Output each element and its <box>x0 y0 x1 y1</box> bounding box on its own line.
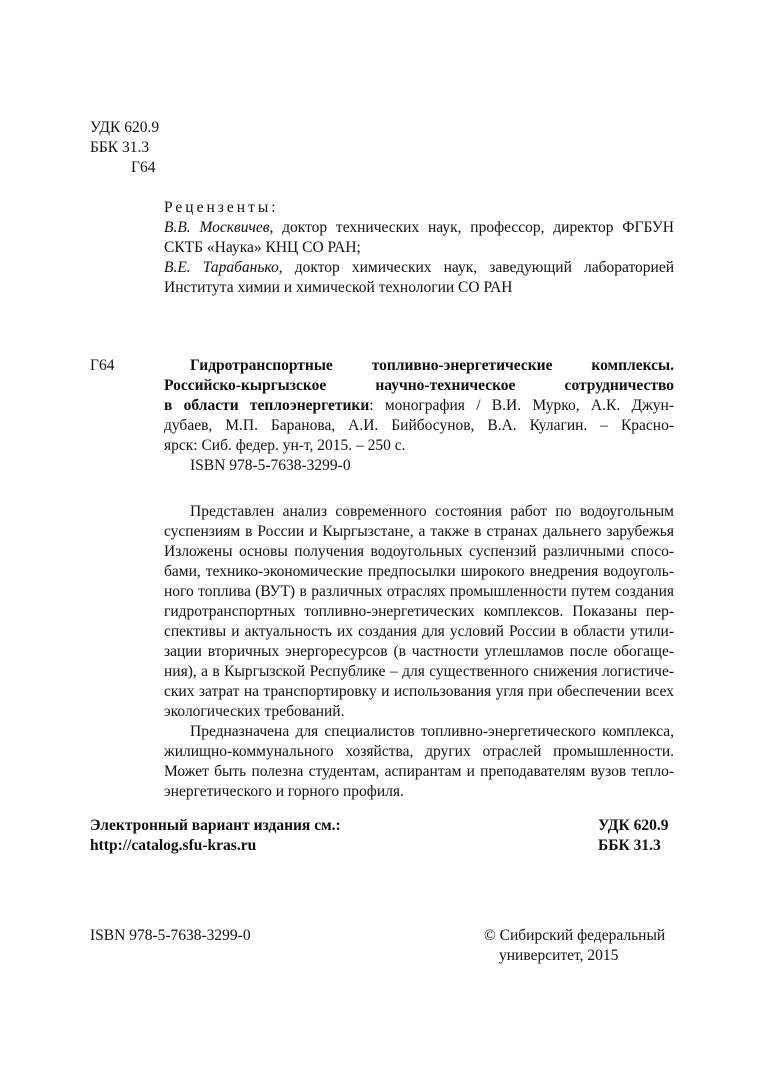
reviewer-1-name: В.В. Москвичев <box>164 219 270 236</box>
abstract-p2-line: энергетического и горного профиля. <box>164 783 404 800</box>
udk-code: УДК 620.9 <box>90 119 160 136</box>
reviewer-2-name: В.Е. Тарабанько <box>164 259 279 276</box>
reviewer-1-affiliation: СКТБ «Наука» КНЦ СО РАН; <box>164 239 361 256</box>
copyright-line-1: © Сибирский федеральный <box>484 927 666 944</box>
abstract-p2-line: Предназначена для специалистов топливно-энергетического комплекса, <box>190 723 674 740</box>
abstract-p1-line: Изложены основы получения водоугольных суспензий различными спосо- <box>164 543 674 560</box>
catalog-imprint-line: ярск: Сиб. федер. ун-т, 2015. – 250 с. <box>164 437 406 454</box>
abstract-p1-line: Представлен анализ современного состояния работ по водоугольным <box>190 503 674 520</box>
reviewer-2-affiliation: Института химии и химической технологии СО РАН <box>164 279 513 296</box>
catalog-authors-line: дубаев, М.П. Баранова, А.И. Бийбосунов, В.А. Кулагин. – Красно- <box>164 417 674 434</box>
book-title-line-3 <box>164 396 674 416</box>
abstract-p1-line: ного топлива (ВУТ) в различных отраслях промышленности путем создания <box>164 583 674 600</box>
electronic-version-label: Электронный вариант издания см.: <box>90 817 341 834</box>
catalog-code: Г64 <box>90 357 115 374</box>
book-title-authors: : монография / В.И. Мурко, А.К. Джун- <box>369 397 674 414</box>
abstract-p1-line: гидротранспортных топливно-энергетических комплексов. Показаны пер- <box>164 603 674 620</box>
bbk-code: ББК 31.3 <box>90 139 150 156</box>
catalog-url-link[interactable]: http://catalog.sfu-kras.ru <box>90 837 257 854</box>
author-sign-code: Г64 <box>131 159 156 176</box>
book-title-line-1: Гидротранспортные топливно-энергетические комплексы. <box>190 357 674 374</box>
abstract-p1-line: ских затрат на транспортировку и использования угля при обеспечении всех <box>164 683 674 700</box>
abstract-p1-line: спективы и актуальность их создания для условий России в области утили- <box>164 623 674 640</box>
abstract-p2-line: Может быть полезна студентам, аспирантам и преподавателям вузов тепло- <box>164 763 674 780</box>
footer-isbn: ISBN 978-5-7638-3299-0 <box>90 927 251 944</box>
reviewer-2-text: , доктор химических наук, заведующий лабораторией <box>278 259 674 276</box>
book-title-bold-end: в области теплоэнергетики <box>164 397 370 414</box>
copyright-line-2: университет, 2015 <box>499 947 619 964</box>
abstract-p1-line: бами, технико-экономические предпосылки широкого внедрения водоуголь- <box>164 563 674 580</box>
abstract-p1-line: зации вторичных энергоресурсов (в частности углешламов после обогаще- <box>164 643 674 660</box>
reviewers-title: Рецензенты: <box>164 199 279 216</box>
abstract-p1-line: экологических требований. <box>164 703 345 720</box>
electronic-bbk: ББК 31.3 <box>598 837 661 854</box>
reviewer-1 <box>164 218 674 238</box>
reviewer-1-text: , доктор технических наук, профессор, директор ФГБУН <box>269 219 674 236</box>
electronic-udk: УДК 620.9 <box>598 817 669 834</box>
catalog-isbn: ISBN 978-5-7638-3299-0 <box>190 457 351 474</box>
abstract-p1-line: суспензиям в России и Кыргызстане, а также в странах дальнего зарубежья <box>164 523 674 540</box>
book-title-line-2: Российско-кыргызское научно-техническое сотрудничество <box>164 377 674 394</box>
abstract-p1-line: ния), а в Кыргызской Республике – для существенного снижения логистиче- <box>164 663 674 680</box>
reviewer-2 <box>164 258 674 278</box>
abstract-p2-line: жилищно-коммунального хозяйства, других отраслей промышленности. <box>164 743 674 760</box>
